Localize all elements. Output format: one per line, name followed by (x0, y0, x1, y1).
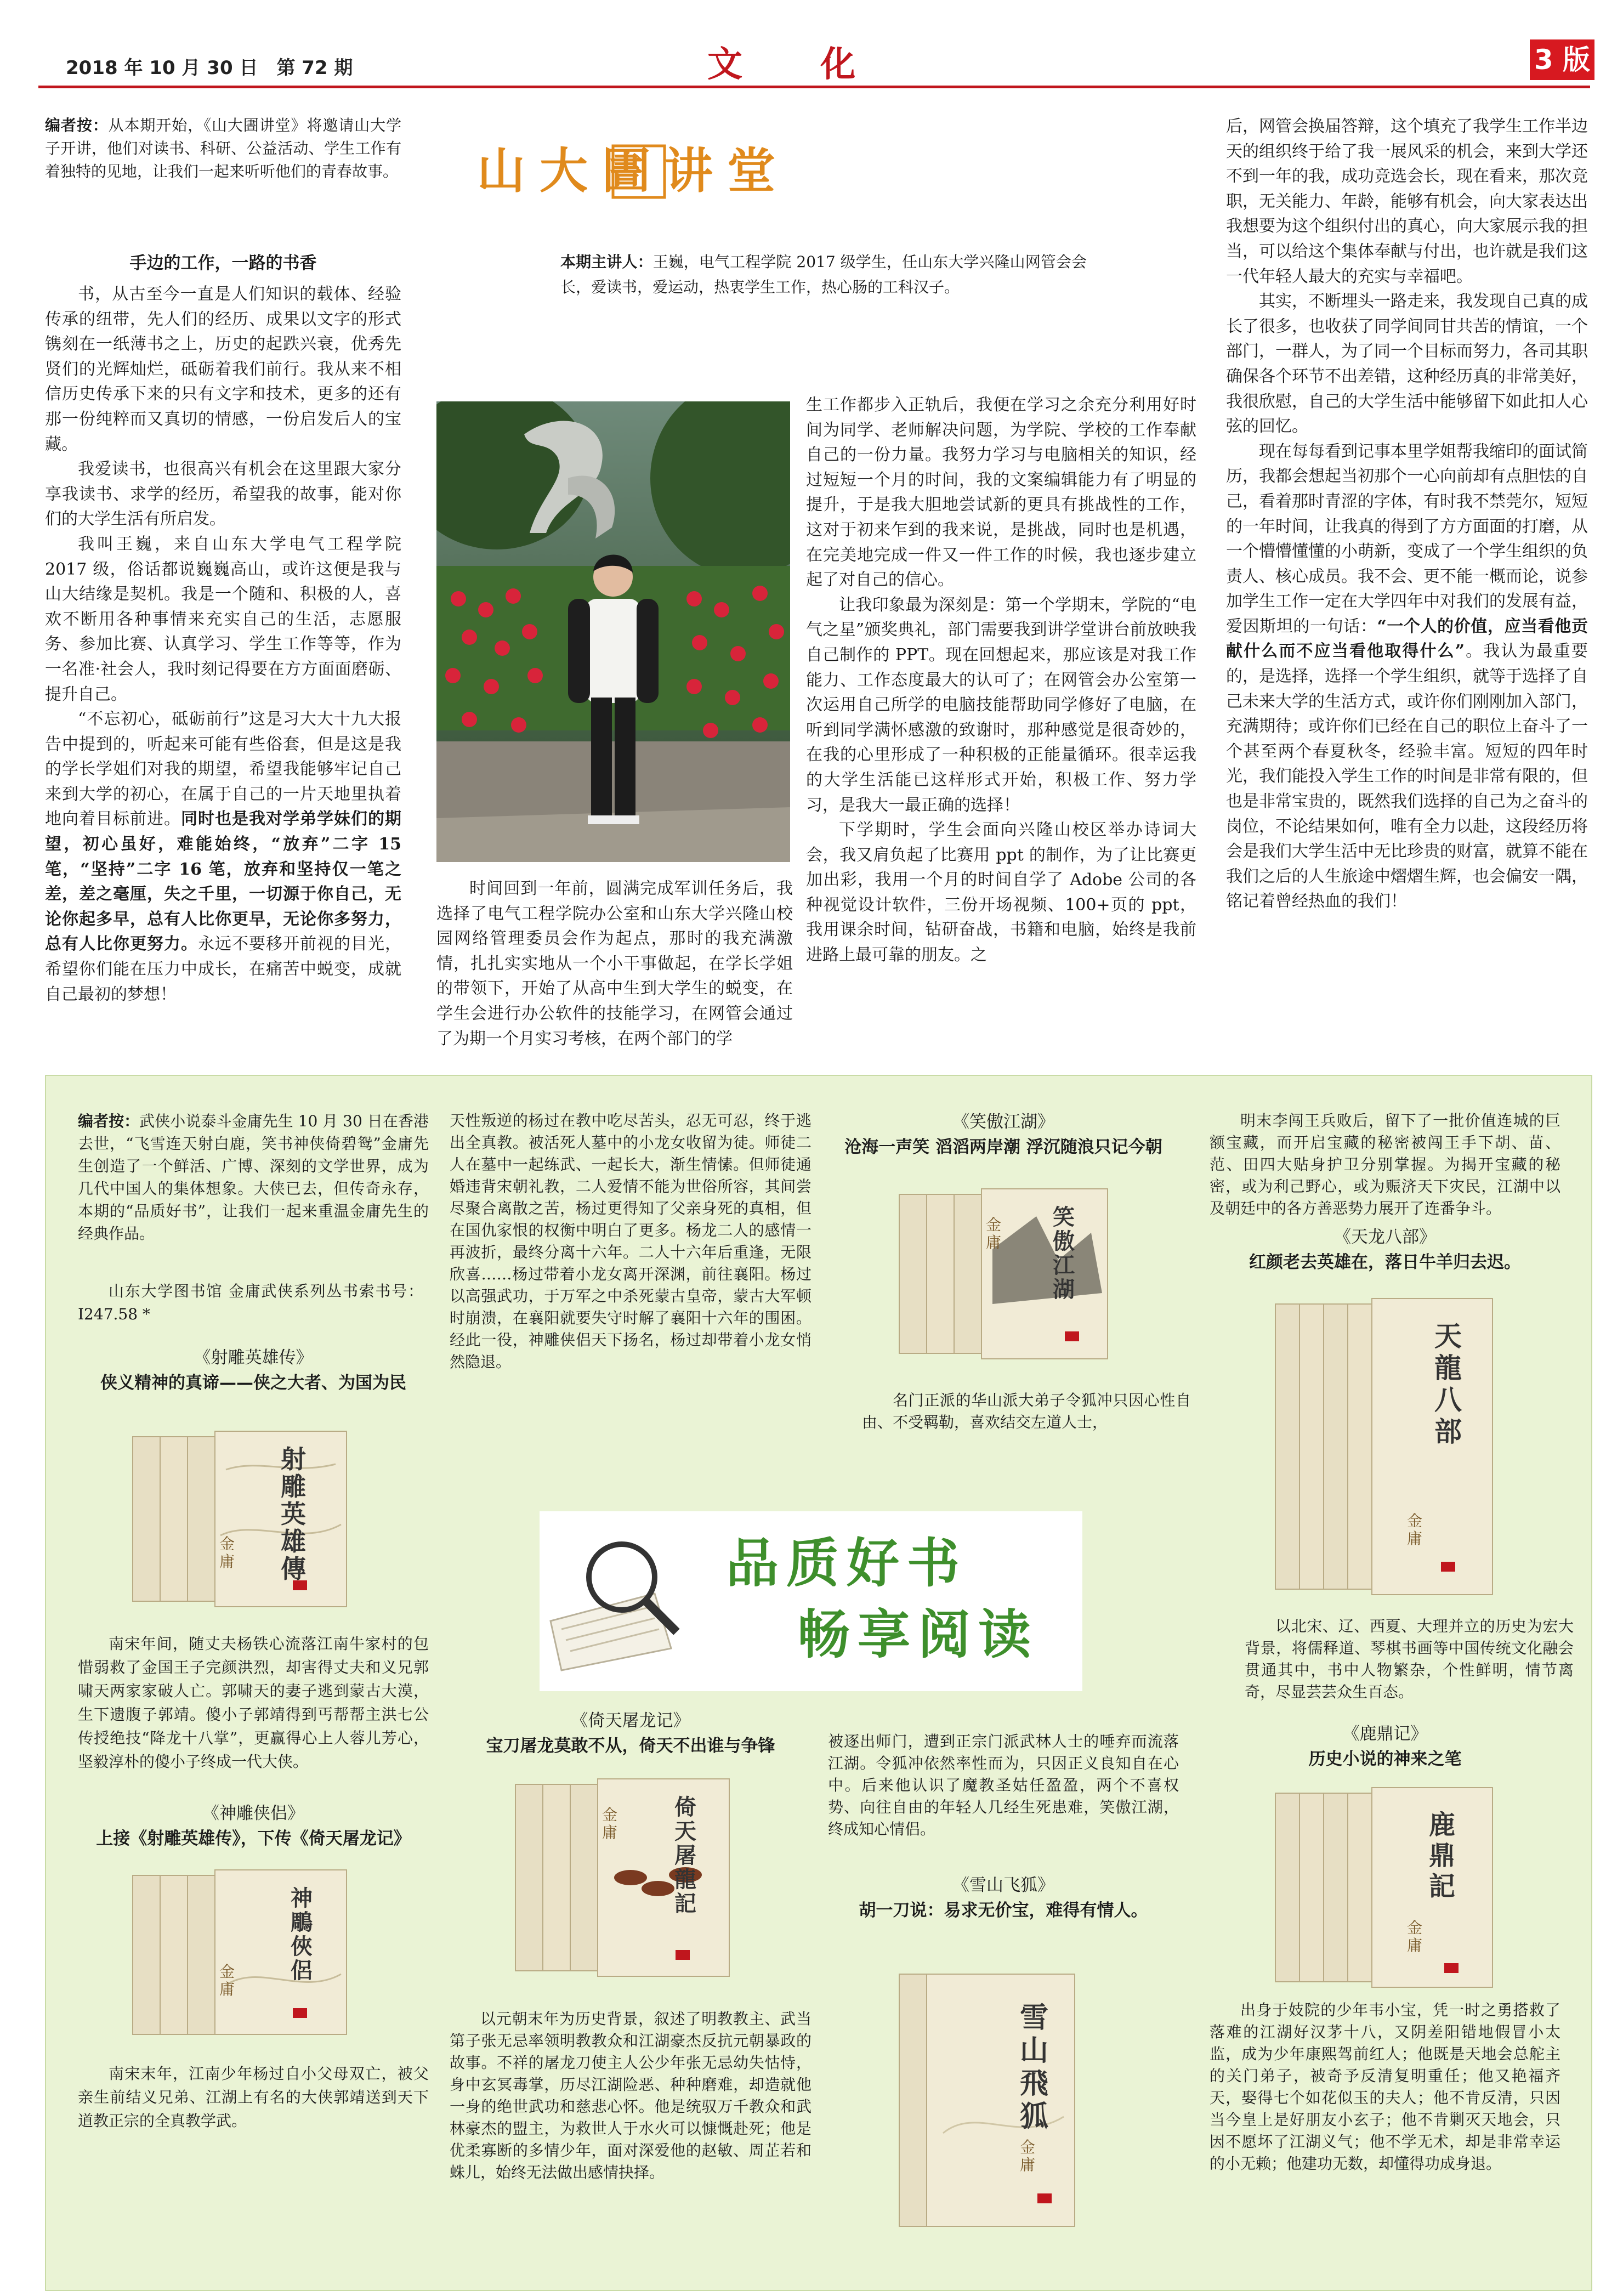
book-cover-xueshan (894, 1969, 1080, 2232)
book-cover-luding (1270, 1782, 1500, 1993)
header-rule (38, 86, 1590, 88)
lower-editor-note (78, 1110, 429, 1245)
book-title: 《雪山飞狐》 (952, 1875, 1054, 1895)
paragraph-part: 永远不要移开前视的目光，希望你们能在压力中成长，在痛苦中蜕变，成就自己最初的梦想！ (45, 934, 401, 1004)
book-title: 《射雕英雄传》 (194, 1348, 313, 1368)
book-description-continued: 被逐出师门，遭到正宗门派武林人士的唾弃而流落江湖。令狐冲依然率性而为，只因正义良知自在心中。后来他认识了魔教圣姑任盈盈，两个不喜权势、向往自由的年轻人几经生死患难，笑傲江湖，终成知心情侣。 (828, 1732, 1179, 1838)
page-number-badge: 3 版 (1530, 39, 1594, 80)
editor-note-label: 编者按： (45, 116, 109, 134)
book-cover-brand: 金庸 (219, 1963, 235, 1998)
book-title: 《笑傲江湖》 (952, 1112, 1054, 1132)
book-cover-brand: 金庸 (986, 1216, 1002, 1251)
book-set-art (127, 1426, 357, 1612)
paragraph: 后，网管会换届答辩，这个填充了我学生工作半边天的组织终于给了我一展风采的机会，来到大学还不到一年的我，成功竞选会长，现在看来，那次竞职，无关能力、年龄，能够有机会，向大家表达出我想要为这个组织付出的真心，向大家展示我的担当，可以给这个集体奉献与付出，也许就是我们这一代年轻人最大的充实与幸福吧。 (1226, 117, 1588, 286)
book-cover-title: 笑傲江湖 (1053, 1204, 1075, 1302)
column-logo-text: 山大圕讲堂 (477, 143, 790, 199)
paragraph (1226, 439, 1588, 914)
article-col-3 (806, 393, 1196, 968)
speaker-text: 王巍，电气工程学院 2017 级学生，任山东大学兴隆山网管会会长，爱读书，爱运动，热衷学生工作，热心肠的工科汉子。 (560, 253, 1087, 296)
book-cover-title: 倚天屠龍記 (674, 1794, 696, 1917)
paragraph: 我爱读书，也很高兴有机会在这里跟大家分享我读书、求学的经历，希望我的故事，能对你们的大学生活有所启发。 (45, 460, 401, 529)
book-set-art (1270, 1293, 1500, 1600)
banner-line-1: 品质好书 (726, 1533, 967, 1594)
book-description-continued: 明末李闯王兵败后，留下了一批价值连城的巨额宝藏，而开启宝藏的秘密被闯王手下胡、苗、范、田四大贴身护卫分别掌握。为揭开宝藏的秘密，或为利己野心，或为赈济天下灾民，江湖中以及朝廷中的各方善恶势力展开了连番争斗。 (1210, 1112, 1560, 1217)
book-title: 《鹿鼎记》 (1342, 1724, 1428, 1744)
book-title: 《神雕侠侣》 (202, 1804, 304, 1823)
book-cover-title: 天龍八部 (1434, 1320, 1462, 1448)
book-subtitle: 侠义精神的真谛——侠之大者、为国为民 (100, 1373, 406, 1393)
article-col-4 (1226, 114, 1588, 914)
book-subtitle: 历史小说的神来之笔 (1308, 1749, 1462, 1769)
paragraph: 时间回到一年前，圆满完成军训任务后，我选择了电气工程学院办公室和山东大学兴隆山校园网络管理委员会作为起点，那时的我充满激情，扎扎实实地从一个小干事做起，在学长学姐的带领下，开始了从高中生到大学生的蜕变，在学生会进行办公软件的技能学习，在网管会通过了为期一个月实习考核，在两个部门的学 (436, 879, 793, 1048)
article-title: 手边的工作，一路的书香 (129, 253, 317, 273)
book-cover-title: 鹿鼎記 (1429, 1810, 1456, 1902)
book-cover-shediao (127, 1426, 357, 1612)
book-subtitle: 红颜老去英雄在，落日牛羊归去迟。 (1249, 1252, 1521, 1272)
book-cover-brand: 金庸 (1407, 1512, 1423, 1547)
paragraph: 下学期时，学生会面向兴隆山校区举办诗词大会，我又肩负起了比赛用 ppt 的制作，为了让比赛更加出彩，我用一个月的时间自学了 Adobe 公司的各种视觉设计软件，三份开场视频、100+页的 ppt，我用课余时间，钻研奋战，书籍和电脑，始终是我前进路上最可靠的朋友。之 (806, 820, 1196, 965)
article-col-2 (436, 876, 793, 1051)
collection-callnumber: 山东大学图书馆 金庸武侠系列丛书索书号：I247.58 * (78, 1282, 423, 1323)
book-cover-brand: 金庸 (1407, 1919, 1423, 1954)
book-cover-title: 雪山飛狐 (1020, 2001, 1049, 2133)
paragraph: 我叫王巍，来自山东大学电气工程学院 2017 级，俗话都说巍巍高山，或许这便是我与山大结缘是契机。我是一个随和、积极的人，喜欢不断用各种事情来充实自己的生活，志愿服务、参加比赛、认真学习、学生工作等等，作为一名准·社会人，我时刻记得要在方方面面磨砺、提升自己。 (45, 534, 401, 704)
book-cover-brand: 金庸 (1020, 2138, 1036, 2174)
book-title: 《倚天屠龙记》 (571, 1711, 690, 1731)
book-set-art (510, 1773, 740, 1982)
book-cover-brand: 金庸 (602, 1806, 618, 1841)
paragraph: 生工作都步入正轨后，我便在学习之余充分利用好时间为同学、老师解决问题，为学院、学校的工作奉献自己的一份力量。我努力学习与电脑相关的知识，经过短短一个月的时间，我的文案编辑能力有了明显的提升，于是我大胆地尝试新的更具有挑战性的工作，这对于初来乍到的我来说，是挑战，同时也是机遇，在完美地完成一件又一件工作的时候，我也逐步建立起了对自己的信心。 (806, 395, 1196, 590)
speaker-label: 本期主讲人： (560, 253, 653, 271)
book-description: 出身于妓院的少年韦小宝，凭一时之勇搭救了落难的江湖好汉茅十八，又阴差阳错地假冒小太监，成为少年康熙驾前红人；他既是天地会总舵主的关门弟子，被奇予反清复明重任；他又艳福齐天，娶得七个如花似玉的夫人；他不肯反清，只因当今皇上是好朋友小玄子；他不肯剿灭天地会，只因不愿坏了江湖义气；他不学无术，却是非常幸运的小无赖；他建功无数，却懂得功成身退。 (1210, 2001, 1560, 2173)
paragraph (45, 707, 401, 1007)
book-cover-xiaoao (894, 1183, 1113, 1364)
issue-date: 2018 年 10 月 30 日 第 72 期 (66, 57, 353, 79)
book-cover-title: 神鵰俠侶 (291, 1885, 313, 1983)
speaker-photo (436, 401, 790, 862)
book-set-art (127, 1864, 357, 2040)
paragraph: 其实，不断埋头一路走来，我发现自己真的成长了很多，也收获了同学间同甘共苦的情谊，一个部门，一群人，为了同一个目标而努力，各司其职确保各个环节不出差错，这种经历真的非常美好，我很欣慰，自己的大学生活中能够留下如此扣人心弦的回忆。 (1226, 292, 1588, 436)
book-subtitle: 胡一刀说：易求无价宝，难得有情人。 (859, 1901, 1148, 1920)
book-description: 以元朝末年为历史背景，叙述了明教教主、武当第子张无忌率领明教教众和江湖豪杰反抗元朝暴政的故事。不祥的屠龙刀使主人公少年张无忌幼失怙恃，身中玄冥毒掌，历尽江湖险恶、种种磨难，却造就他一身的绝世武功和慈悲心怀。他是统驭万千教众和武林豪杰的盟主，为救世人于水火可以慷慨赴死；他是优柔寡断的多情少年，面对深爱他的赵敏、周芷若和蛛儿，始终无法做出感情抉择。 (450, 2010, 812, 2181)
paragraph-bold: 同时也是我对学弟学妹们的期望，初心虽好，难能始终，“放弃”二字 15 笔，“坚持”二字 16 笔，放弃和坚持仅一笔之差，差之毫厘，失之千里，一切源于你自己，无论你起多早，总有人比你更早，无论你多努力，总有人比你更努力。 (45, 809, 401, 954)
book-set-art (1270, 1782, 1500, 1993)
paragraph-part: 。我认为最重要的，是选择，选择一个学生组织，就等于选择了自己未来大学的生活方式，或许你们刚刚加入部门，充满期待；或许你们已经在自己的职位上奋斗了一个甚至两个春夏秋冬，经验丰富。短短的四年时光，我们能投入学生工作的时间是非常有限的，但也是非常宝贵的，既然我们选择的自己为之奋斗的岗位，不论结果如何，唯有全力以赴，这段经历将会是我们大学生活中无比珍贵的财富，就算不能在我们之后的人生旅途中熠熠生辉，也会偏安一隅，铭记着曾经热血的我们！ (1226, 642, 1588, 911)
book-description: 名门正派的华山派大弟子令狐冲只因心性自由、不受羁勒，喜欢结交左道人士， (862, 1391, 1191, 1431)
paragraph: 书，从古至今一直是人们知识的载体、经验传承的纽带，先人们的经历、成果以文字的形式镌刻在一纸薄书之上，历史的起跌兴衰，优秀先贤们的光辉灿烂，砥砺着我们前行。我从来不相信历史传承下来的只有文字和技术，更多的还有那一份纯粹而又真切的情感，一份启发后人的宝藏。 (45, 285, 401, 454)
book-cover-shendiao (127, 1864, 357, 2040)
quote-bold: “一个人的价值，应当看他贡献什么而不应当看他取得什么” (1226, 616, 1588, 661)
paragraph: 让我印象最为深刻是：第一个学期末，学院的“电气之星”颁奖典礼，部门需要我到讲学堂讲台前放映我自己制作的 PPT。现在回想起来，那应该是对我工作能力、工作态度最大的认可了；在网管会办公室第一次运用自己所学的电脑技能帮助同学修好了电脑，在听到同学满怀感激的致谢时，那种感觉是很奇妙的，在我的心里形成了一种积极的正能量循环。很幸运我的大学生活能已这样形式开始，积极工作、努力学习，是我大一最正确的选择！ (806, 595, 1196, 815)
section-title: 文 化 (707, 44, 889, 85)
banner-line-2: 畅享阅读 (797, 1604, 1039, 1665)
paragraph-part: 现在每每看到记事本里学姐帮我缩印的面试简历，我都会想起当初那个一心向前却有点胆怯的自己，看着那时青涩的字体，有时我不禁莞尔，短短的一年时间，让我真的得到了方方面面的打磨，从一个懵懵懂懂的小萌新，变成了一个学生组织的负责人、核心成员。我不会、更不能一概而论，说参加学生工作一定在大学四年中对我们的发展有益，爱因斯坦的一句话： (1226, 441, 1588, 636)
book-subtitle: 沧海一声笑 滔滔两岸潮 浮沉随浪只记今朝 (844, 1137, 1162, 1157)
editor-note-text: 从本期开始，《山大圕讲堂》将邀请山大学子开讲，他们对读书、科研、公益活动、学生工作有着独特的见地，让我们一起来听听他们的青春故事。 (45, 116, 401, 180)
book-cover-title: 射雕英雄傳 (281, 1444, 306, 1584)
book-description: 以北宋、辽、西夏、大理并立的历史为宏大背景，将儒释道、琴棋书画等中国传统文化融会贯通其中，书中人物繁杂，个性鲜明，情节离奇，尽显芸芸众生百态。 (1245, 1617, 1574, 1701)
book-subtitle: 宝刀屠龙莫敢不从，倚天不出谁与争锋 (486, 1736, 775, 1756)
book-cover-brand: 金庸 (219, 1535, 235, 1571)
lower-editor-text: 武侠小说泰斗金庸先生 10 月 30 日在香港去世，“飞雪连天射白鹿，笑书神侠倚碧鸳”金庸先生创造了一个鲜活、广博、深刻的文学世界，成为几代中国人的集体想象。大侠已去，但传奇永存，本期的“品质好书”，让我们一起来重温金庸先生的经典作品。 (78, 1112, 429, 1243)
lower-editor-label: 编者按： (78, 1112, 140, 1130)
book-cover-tianlong (1270, 1293, 1500, 1600)
book-description-continued: 天性叛逆的杨过在教中吃尽苦头，忍无可忍，终于逃出全真教。被活死人墓中的小龙女收留为徒。师徒二人在墓中一起练武、一起长大，渐生情愫。但师徒通婚违背宋朝礼教，二人爱情不能为世俗所容，其间尝尽聚合离散之苦，杨过更得知了父亲身死的真相，但在国仇家恨的权衡中明白了更多。杨龙二人的感情一再波折，最终分离十六年。二人十六年后重逢，无限欣喜……杨过带着小龙女离开深渊，前往襄阳。杨过以高强武功，于万军之中杀死蒙古皇帝，蒙古大军顿时崩溃，在襄阳就要失守时解了襄阳十六年的围困。经此一役，神雕侠侣天下扬名，杨过却带着小龙女悄然隐退。 (450, 1112, 812, 1371)
speaker-intro (560, 250, 1087, 300)
editor-note (45, 114, 401, 183)
book-cover-yitian (510, 1773, 740, 1982)
book-description: 南宋年间，随丈夫杨铁心流落江南牛家村的包惜弱救了金国王子完颜洪烈，却害得丈夫和义兄郭啸天两家家破人亡。郭啸天的妻子逃到蒙古大漠，生下遗腹子郭靖。傻小子郭靖得到丐帮帮主洪七公传授绝技“降龙十八掌”，更赢得心上人蓉儿芳心，坚毅淳朴的傻小子终成一代大侠。 (78, 1635, 429, 1771)
book-title: 《天龙八部》 (1334, 1227, 1436, 1247)
book-description: 南宋末年，江南少年杨过自小父母双亡，被父亲生前结义兄弟、江湖上有名的大侠郭靖送到天下道教正宗的全真教学武。 (78, 2065, 429, 2130)
article-col-1 (45, 282, 401, 1007)
book-set-art (894, 1183, 1113, 1364)
paragraph-part: “不忘初心，砥砺前行”这是习大大十九大报告中提到的，听起来可能有些俗套，但是这是我的学长学姐们对我的期望，希望我能够牢记自己来到大学的初心，在属于自己的一片天地里执着地向着目标前进。 (45, 710, 401, 829)
book-subtitle: 上接《射雕英雄传》，下传《倚天屠龙记》 (96, 1829, 411, 1849)
speaker-photo-art (436, 401, 790, 862)
column-logo (466, 141, 806, 202)
good-books-banner (540, 1511, 1082, 1691)
